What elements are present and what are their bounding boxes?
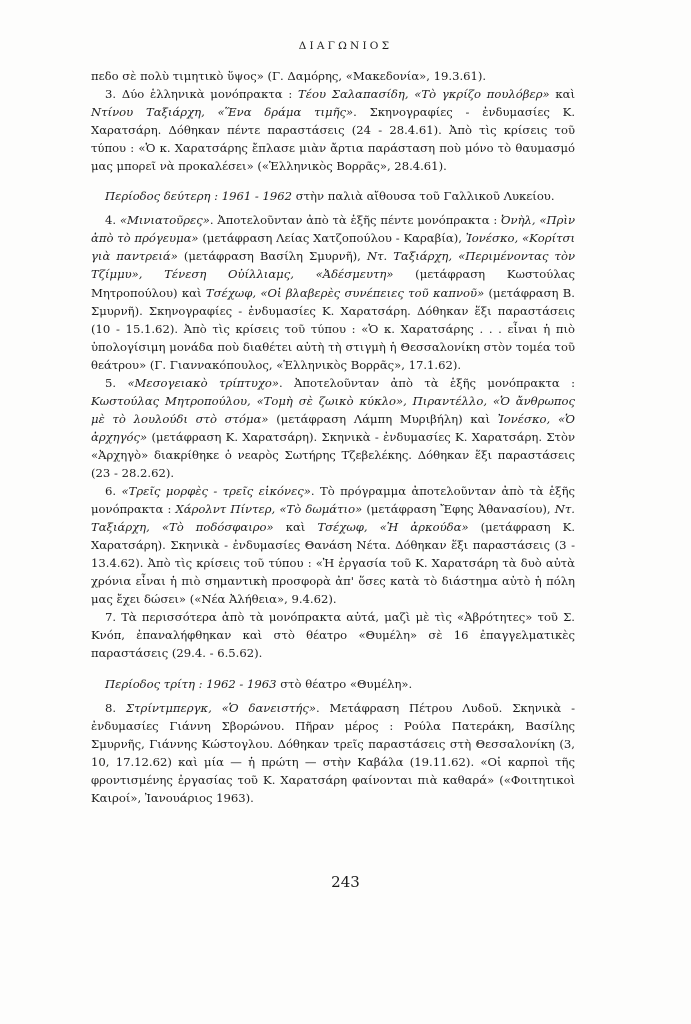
text-run: 8. bbox=[105, 700, 126, 715]
text-run: πεδο σὲ πολὺ τιμητικὸ ὕψος» (Γ. Δαμόρης, «Μακεδονία», 19.3.61). bbox=[91, 69, 487, 83]
italic-text: Τσέχωφ, «Οἱ βλαβερὲς συνέπειες τοῦ καπνοῦ» bbox=[205, 285, 485, 300]
body-text bbox=[91, 67, 575, 807]
text-run: . Ἀποτελοῦνταν ἀπὸ τὰ ἑξῆς μονόπρακτα : bbox=[278, 375, 575, 390]
italic-text: Κωστούλας Μητροπούλου, «Τομὴ σὲ ζωικὸ κύκλο», Πιραντέλλο, «Ὁ ἄνθρωπος μὲ τὸ λουλούδι στὸ στόμα» bbox=[91, 393, 575, 426]
text-run: 4. bbox=[105, 213, 120, 228]
paragraph bbox=[91, 211, 575, 373]
text-run: (μετάφραση Ἔφης Ἀθανασίου), bbox=[362, 502, 555, 517]
section-heading bbox=[91, 675, 575, 693]
italic-text: Περίοδος τρίτη : 1962 - 1963 bbox=[105, 676, 277, 691]
italic-text: Ντ. Ταξιάρχη, «Περιμένοντας τὸν Τζίμμυ», Τένεση Οὐίλλιαμς, «Ἀδέσμευτη» bbox=[91, 249, 575, 282]
italic-text: Ντίνου Ταξιάρχη, «Ἕνα δράμα τιμῆς» bbox=[91, 105, 354, 120]
italic-text: Ἰονέσκο, «Ὁ ἀρχηγός» bbox=[91, 411, 575, 444]
text-run: (μετάφραση Κ. Χαρατσάρη). Σκηνικὰ - ἐνδυμασίες Θανάση Νέτα. Δόθηκαν ἕξι παραστάσεις (3 - 13.4.62). Ἀπὸ τὶς κρίσεις τοῦ τύπου : «Ἡ ἐργασία τοῦ Κ. Χαρατσάρη τὰ δυὸ αὐτὰ χρόνια εἶναι ἡ πιὸ σημαντικὴ προσφορὰ ἀπ' ὅσες κατὰ τὸ διάστημα αὐτὸ ἡ πόλη μας ἔχει δώσει» («Νέα Ἀλήθεια», 9.4.62). bbox=[91, 520, 575, 607]
text-run: . Μετάφραση Πέτρου Λυδοῦ. Σκηνικὰ - ἐνδυμασίες Γιάννη Σβορώνου. Πῆραν μέρος : Ρούλα Πατεράκη, Βασίλης Σμυρνῆς, Γιάννης Κώστογλου. Δόθηκαν τρεῖς παραστάσεις στὴ Θεσσαλονίκη (3, 10, 17.12.62) καὶ μία — ἡ πρώτη — στὴν Καβάλα (19.11.62). «Οἱ καρποὶ τῆς φροντισμένης ἐργασίας τοῦ Κ. Χαρατσάρη φαίνονται πιὰ καθαρά» («Φοιτητικοὶ Καιροί», Ἰανουάριος 1963). bbox=[91, 700, 575, 805]
italic-text: Χάρολντ Πίντερ, «Τὸ δωμάτιο» bbox=[175, 502, 363, 517]
text-run: καὶ bbox=[273, 520, 318, 535]
text-run: (μετάφραση Κωστούλας Μητροπούλου) καὶ bbox=[91, 267, 575, 300]
italic-text: Στρίντμπεργκ, «Ὁ δανειστής» bbox=[125, 700, 316, 715]
italic-text: «Τρεῖς μορφὲς - τρεῖς εἰκόνες» bbox=[121, 484, 311, 499]
text-run: . Τὸ πρόγραμμα ἀποτελοῦνταν ἀπὸ τὰ ἑξῆς μονόπρακτα : bbox=[91, 484, 576, 517]
paragraph bbox=[91, 374, 575, 482]
italic-text: «Μεσογειακὸ τρίπτυχο» bbox=[127, 375, 279, 390]
running-header: ΔΙΑΓΩΝΙΟΣ bbox=[298, 40, 393, 52]
italic-text: Τέου Σαλαπασίδη, «Τὸ γκρίζο πουλόβερ» bbox=[298, 87, 550, 102]
text-run: (μετάφραση Λάμπη Μυριβήλη) καὶ bbox=[268, 411, 498, 426]
text-run: στὴν παλιὰ αἴθουσα τοῦ Γαλλικοῦ Λυκείου. bbox=[292, 189, 555, 204]
text-run: (μετάφραση Λείας Χατζοπούλου - Καραβία), bbox=[198, 231, 466, 246]
italic-text: «Μινιατοῦρες» bbox=[119, 213, 210, 228]
italic-text: Τσέχωφ, «Ἡ ἀρκούδα» bbox=[317, 520, 469, 535]
paragraph bbox=[91, 699, 575, 807]
text-run: (μετάφραση Β. Σμυρνῆ). Σκηνογραφίες - ἐνδυμασίες Κ. Χαρατσάρη. Δόθηκαν ἕξι παραστάσεις (10 - 15.1.62). Ἀπὸ τὶς κρίσεις τοῦ τύπου : «Ὁ κ. Χαρατσάρης . . . εἶναι ἡ πιὸ ὑπολογίσιμη μονάδα ποὺ διαθέτει αὐτὴ τὴ στιγμὴ ἡ Θεσσαλονίκη στὸν τομέα τοῦ θεάτρου» (Γ. Γιαννακόπουλος, «Ἑλληνικὸς Βορρᾶς», 17.1.62). bbox=[91, 285, 575, 372]
paragraph bbox=[91, 85, 575, 175]
text-run: 6. bbox=[105, 484, 122, 499]
paragraph bbox=[91, 67, 575, 85]
paragraph bbox=[91, 608, 575, 662]
text-run: . Ἀποτελοῦνταν ἀπὸ τὰ ἑξῆς πέντε μονόπρακτα : bbox=[209, 213, 502, 228]
italic-text: Ἰονέσκο, «Κορίτσι γιὰ παντρειά» bbox=[91, 231, 575, 264]
text-run: 3. Δύο ἑλληνικὰ μονόπρακτα : bbox=[105, 87, 299, 102]
text-run: καὶ bbox=[549, 87, 575, 102]
italic-text: Ὀνὴλ, «Πρὶν ἀπὸ τὸ πρόγευμα» bbox=[91, 213, 575, 246]
text-run: (μετάφραση Βασίλη Σμυρνῆ), bbox=[177, 249, 367, 264]
italic-text: Ντ. Ταξιάρχη, «Τὸ ποδόσφαιρο» bbox=[91, 502, 575, 535]
text-run: (μετάφραση Κ. Χαρατσάρη). Σκηνικὰ - ἐνδυμασίες Κ. Χαρατσάρη. Στὸν «Ἀρχηγὸ» διακρίθηκε ὁ νεαρὸς Σωτήρης Τζεβελέκης. Δόθηκαν ἕξι παραστάσεις (23 - 28.2.62). bbox=[91, 429, 575, 480]
text-run: στὸ θέατρο «Θυμέλη». bbox=[276, 676, 413, 691]
paragraph bbox=[91, 482, 575, 608]
text-run: 5. bbox=[105, 375, 128, 390]
text-run: 7. Τὰ περισσότερα ἀπὸ τὰ μονόπρακτα αὐτά, μαζὶ μὲ τὶς «Ἀβρότητες» τοῦ Σ. Κνόπ, ἐπαναλήφθηκαν καὶ στὸ θέατρο «Θυμέλη» σὲ 16 ἐπαγγελματικὲς παραστάσεις (29.4. - 6.5.62). bbox=[91, 610, 575, 661]
page-number: 243 bbox=[331, 873, 360, 891]
section-heading bbox=[91, 187, 575, 205]
italic-text: Περίοδος δεύτερη : 1961 - 1962 bbox=[105, 189, 293, 204]
text-run: . Σκηνογραφίες - ἐνδυμασίες Κ. Χαρατσάρη. Δόθηκαν πέντε παραστάσεις (24 - 28.4.61). Ἀπὸ τὶς κρίσεις τοῦ τύπου : «Ὁ κ. Χαρατσάρης ἔπλασε μιὰν ἄρτια παράσταση ποὺ μόνο τὸ θαυμασμό μας μπορεῖ νὰ προκαλέσει» («Ἑλληνικὸς Βορρᾶς», 28.4.61). bbox=[91, 105, 576, 174]
